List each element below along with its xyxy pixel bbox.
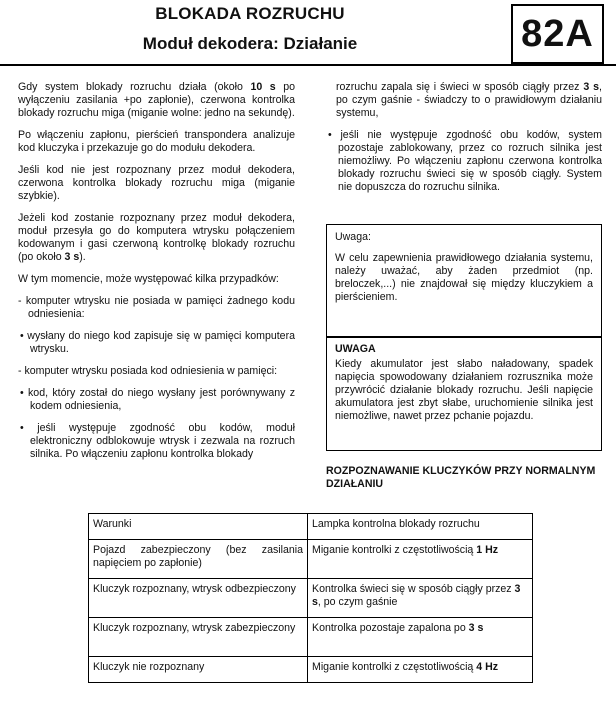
warning-box bbox=[326, 336, 602, 451]
case-no-reference-bullet: • wysłany do niego kod zapisuje się w pamięci komputera wtrysku. bbox=[20, 330, 295, 355]
case-mismatch-bullet: • jeśli nie występuje zgodność obu kodów, system pozostaje zablokowany, przez co rozruch silnika jest niemożliwy. Po włączeniu zapłonu czerwona kontrolka blokady rozruchu świeci się w sposób ciągły. System nie dopuszcza do rozruchu silnika. bbox=[328, 129, 602, 193]
table-cell-lamp: Miganie kontrolki z częstotliwością 4 Hz bbox=[308, 657, 533, 683]
table-row bbox=[89, 618, 533, 657]
table-cell-condition: Kluczyk rozpoznany, wtrysk odbezpieczony bbox=[89, 579, 308, 618]
table-cell-lamp: Kontrolka pozostaje zapalona po 3 s bbox=[308, 618, 533, 657]
paragraph-code-not-recognized: Jeśli kod nie jest rozpoznany przez moduł dekodera, czerwona kontrolka blokady rozruchu miga (miganie szybkie). bbox=[18, 164, 295, 202]
note-label: Uwaga: bbox=[335, 231, 371, 243]
paragraph-system-active: Gdy system blokady rozruchu działa (około 10 s po wyłączeniu zasilania +po zapłonie), czerwona kontrolka blokady rozruchu miga (miganie wolne: jedno na sekundę). bbox=[18, 81, 295, 119]
page-subtitle: Moduł dekodera: Działanie bbox=[142, 34, 358, 53]
table-cell-condition: Kluczyk rozpoznany, wtrysk zabezpieczony bbox=[89, 618, 308, 657]
paragraph-transponder: Po włączeniu zapłonu, pierścień transpondera analizuje kod kluczyka i przekazuje go do modułu dekodera. bbox=[18, 129, 295, 154]
section-heading: ROZPOZNAWANIE KLUCZYKÓW PRZY NORMALNYM DZIAŁANIU bbox=[326, 465, 596, 490]
header-divider bbox=[0, 64, 616, 66]
note-text: W celu zapewnienia prawidłowego działania systemu, należy uważać, aby żaden przedmiot (np. breloczek,...) nie znajdował się między kluczykiem a pierścieniem. bbox=[335, 252, 593, 303]
case-match-bullet: • jeśli występuje zgodność obu kodów, moduł elektroniczny odblokowuje wtrysk i zezwala na rozruch silnika. Po włączeniu zapłonu kontrolka blokady bbox=[20, 422, 295, 460]
case-no-reference-code: - komputer wtrysku nie posiada w pamięci żadnego kodu odniesienia: bbox=[18, 295, 295, 320]
warning-text: Kiedy akumulator jest słabo naładowany, spadek napięcia spowodowany działaniem rozrusznika może przywrócić działanie blokady rozruchu. Jeśli napięcie akumulatora jest zbyt słabe, uruchomienie silnika jest niemożliwe, nawet przez pchanie pojazdu. bbox=[335, 358, 593, 422]
left-column bbox=[18, 81, 295, 470]
page-title: BLOKADA ROZRUCHU bbox=[155, 4, 345, 23]
table-cell-lamp: Miganie kontrolki z częstotliwością 1 Hz bbox=[308, 540, 533, 579]
table-header-lamp: Lampka kontrolna blokady rozruchu bbox=[308, 514, 533, 540]
table-row bbox=[89, 540, 533, 579]
table-cell-condition: Kluczyk nie rozpoznany bbox=[89, 657, 308, 683]
table-header-conditions: Warunki bbox=[89, 514, 308, 540]
right-column bbox=[326, 81, 602, 203]
warning-label: UWAGA bbox=[335, 343, 376, 355]
case-match-continuation: rozruchu zapala się i świeci w sposób ciągły przez 3 s, po czym gaśnie - świadczy to o prawidłowym działaniu systemu, bbox=[336, 81, 602, 119]
table-cell-lamp: Kontrolka świeci się w sposób ciągły przez 3 s, po czym gaśnie bbox=[308, 579, 533, 618]
table-cell-condition: Pojazd zabezpieczony (bez zasilania napięciem po zapłonie) bbox=[89, 540, 308, 579]
paragraph-cases-intro: W tym momencie, może występować kilka przypadków: bbox=[18, 273, 279, 285]
key-recognition-table bbox=[88, 513, 533, 683]
section-code-badge: 82A bbox=[511, 4, 604, 64]
case-has-reference-code: - komputer wtrysku posiada kod odniesienia w pamięci: bbox=[18, 365, 278, 377]
paragraph-code-recognized: Jeżeli kod zostanie rozpoznany przez moduł dekodera, moduł przesyła go do komputera wtrysku połączeniem kodowanym i gasi czerwoną kontrolkę blokady rozruchu (po około 3 s). bbox=[18, 212, 295, 263]
table-row bbox=[89, 657, 533, 683]
table-header-row bbox=[89, 514, 533, 540]
table-row bbox=[89, 579, 533, 618]
case-compare-bullet: • kod, który został do niego wysłany jest porównywany z kodem odniesienia, bbox=[20, 387, 295, 412]
note-box bbox=[326, 224, 602, 338]
